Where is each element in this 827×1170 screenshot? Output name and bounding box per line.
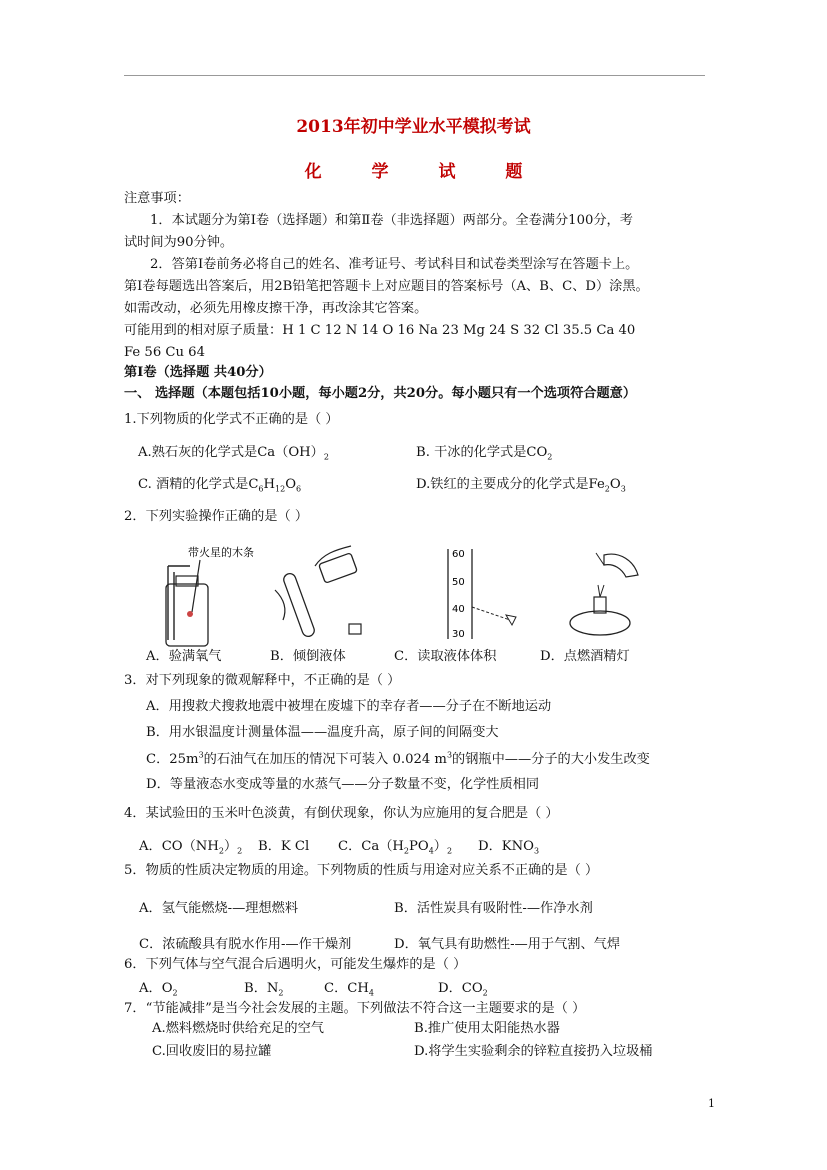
- q1-option-a: A.熟石灰的化学式是$Ca(OH)_2$: [138, 445, 329, 462]
- q3-stem: 3．对下列现象的微观解释中，不正确的是（ ）: [124, 673, 401, 688]
- q6-option-a: A．$O_2$: [139, 981, 178, 998]
- q1-stem: 1.下列物质的化学式不正确的是（ ）: [124, 412, 339, 427]
- notice-item-2: 2．答第Ⅰ卷前务必将自己的姓名、准考证号、考试科目和试卷类型涂写在答题卡上。: [150, 257, 639, 272]
- q7-option-a: A.燃料燃烧时供给充足的空气: [152, 1021, 324, 1036]
- q6-stem: 6．下列气体与空气混合后遇明火，可能发生爆炸的是（ ）: [124, 957, 467, 972]
- q1-option-d: D.铁红的主要成分的化学式是$Fe_2O_3$: [416, 477, 626, 494]
- q4-option-a: A．$CO(NH_2)_2$: [139, 839, 243, 856]
- q3-option-b: B．用水银温度计测量体温——温度升高，原子间的间隔变大: [146, 725, 499, 740]
- q1-option-b: B. 干冰的化学式是$CO_2$: [416, 445, 553, 462]
- q3-option-a: A．用搜救犬搜救地震中被埋在废墟下的幸存者——分子在不断地运动: [146, 699, 552, 714]
- notice-item-3: 第Ⅰ卷每题选出答案后，用2B铅笔把答题卡上对应题目的答案标号（A、B、C、D）涂黑。: [124, 279, 649, 294]
- q2-option-a: A．验满氧气: [146, 649, 222, 664]
- q4-stem: 4．某试验田的玉米叶色淡黄，有倒伏现象，你认为应施用的复合肥是（ ）: [124, 806, 559, 821]
- header-rule: [124, 75, 705, 76]
- q7-stem: 7．“节能减排”是当今社会发展的主题。下列做法不符合这一主题要求的是（ ）: [124, 1001, 586, 1016]
- fig-a-label: 带火星的木条: [188, 546, 254, 559]
- q7-option-b: B.推广使用太阳能热水器: [414, 1021, 560, 1036]
- q3-option-d: D．等量液态水变成等量的水蒸气——分子数量不变，化学性质相同: [146, 777, 540, 792]
- q2-option-d: D．点燃酒精灯: [540, 649, 630, 664]
- q5-option-c: C．浓硫酸具有脱水作用-—作干燥剂: [139, 937, 352, 952]
- cyl-tick-60: 60: [452, 549, 465, 560]
- q2-stem: 2．下列实验操作正确的是（ ）: [124, 509, 309, 524]
- notice-item-4: 如需改动，必须先用橡皮擦干净，再改涂其它答案。: [124, 301, 428, 316]
- q4-option-b: B．K Cl: [258, 839, 310, 854]
- q5-option-b: B．活性炭具有吸附性-—作净水剂: [394, 901, 593, 916]
- fig-read-volume: [420, 545, 530, 645]
- notice-item-1a: 1．本试题分为第Ⅰ卷（选择题）和第Ⅱ卷（非选择题）两部分。全卷满分100分，考: [150, 213, 633, 228]
- cyl-tick-30: 30: [452, 629, 465, 640]
- q4-option-d: D．$KNO_3$: [478, 839, 540, 856]
- q6-option-d: D．$CO_2$: [438, 981, 488, 998]
- notice-heading: 注意事项：: [124, 191, 190, 206]
- q3-option-c: C．$25m^3$的石油气在加压的情况下可装入 0.024 $m^3$的钢瓶中——分子的大小发生改变: [146, 750, 650, 767]
- q5-stem: 5．物质的性质决定物质的用途。下列物质的性质与用途对应关系不正确的是（ ）: [124, 863, 599, 878]
- q2-option-c: C．读取液体体积: [394, 649, 497, 664]
- q2-option-b: B．倾倒液体: [270, 649, 346, 664]
- cyl-tick-40: 40: [452, 604, 465, 615]
- q4-option-c: C．$Ca(H_2PO_4)_2$: [338, 839, 453, 856]
- cyl-tick-50: 50: [452, 577, 465, 588]
- q6-option-b: B．$N_2$: [244, 981, 284, 998]
- q5-option-a: A．氢气能燃烧-—理想燃料: [139, 901, 299, 916]
- page-number: 1: [708, 1097, 715, 1110]
- atomic-masses-a: 可能用到的相对原子质量：H 1 C 12 N 14 O 16 Na 23 Mg 24 S 32 Cl 35.5 Ca 40: [124, 323, 636, 338]
- q6-option-c: C．$CH_4$: [324, 981, 374, 998]
- fig-oxygen-test: [160, 540, 270, 650]
- part1-heading: 第Ⅰ卷（选择题 共40分）: [124, 365, 272, 380]
- q7-option-c: C.回收废旧的易拉罐: [152, 1044, 272, 1059]
- exam-title: 2013年初中学业水平模拟考试: [296, 117, 531, 137]
- fig-pour-liquid: [265, 540, 375, 650]
- section-1-heading: 一、 选择题（本题包括10小题，每小题2分，共20分。每小题只有一个选项符合题意）: [124, 386, 637, 401]
- exam-subtitle: 化 学 试 题: [304, 162, 545, 182]
- atomic-masses-b: Fe 56 Cu 64: [124, 345, 205, 360]
- fig-alcohol-lamp: [560, 545, 660, 645]
- q1-option-c: C. 酒精的化学式是$C_6H_{12}O_6$: [138, 477, 302, 494]
- q5-option-d: D．氧气具有助燃性-—用于气割、气焊: [394, 937, 621, 952]
- notice-item-1b: 试时间为90分钟。: [124, 235, 234, 250]
- q7-option-d: D.将学生实验剩余的锌粒直接扔入垃圾桶: [414, 1044, 653, 1059]
